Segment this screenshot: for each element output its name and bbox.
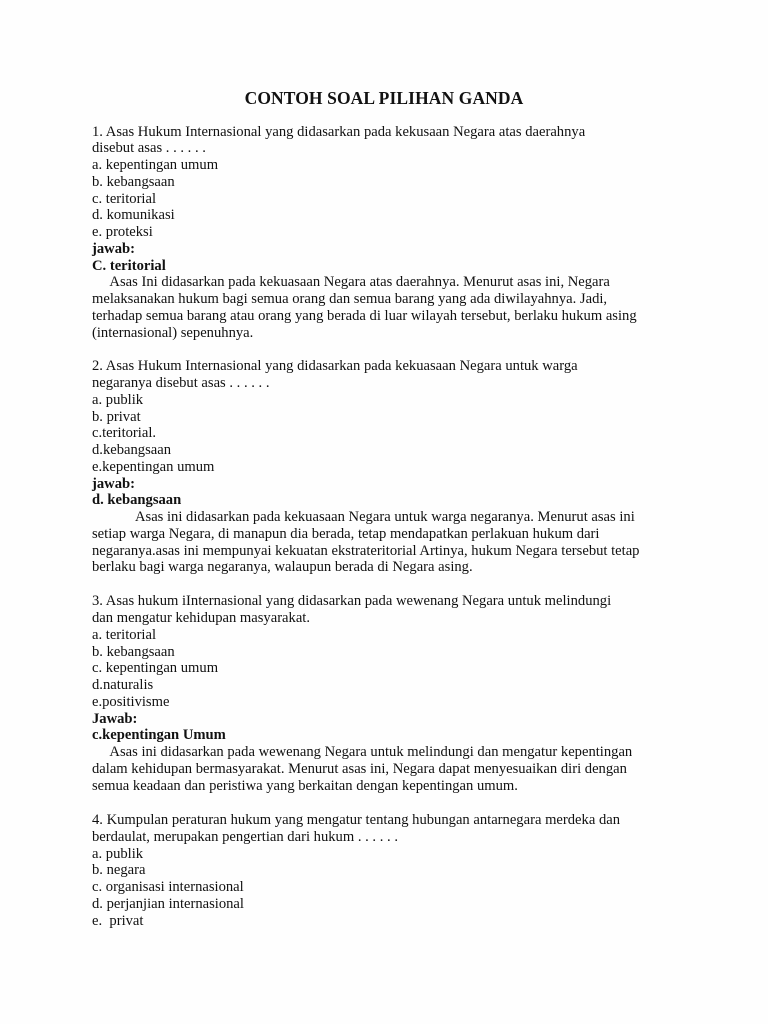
question-3-option-a: a. teritorial xyxy=(92,627,157,643)
question-2-answer: d. kebangsaan xyxy=(92,492,182,508)
question-1-option-b: b. kebangsaan xyxy=(92,174,175,190)
question-1-explanation: (internasional) sepenuhnya. xyxy=(92,325,254,341)
question-4-text: berdaulat, merupakan pengertian dari hukum . . . . . . xyxy=(92,829,398,845)
question-2-option-e: e.kepentingan umum xyxy=(92,459,215,475)
question-2-option-a: a. publik xyxy=(92,392,144,408)
page-title: CONTOH SOAL PILIHAN GANDA xyxy=(244,88,524,108)
question-3-text: dan mengatur kehidupan masyarakat. xyxy=(92,610,311,626)
question-4-option-a: a. publik xyxy=(92,846,144,862)
question-3-answer-label: Jawab: xyxy=(92,711,138,727)
question-3-option-e: e.positivisme xyxy=(92,694,170,710)
question-1-explanation: melaksanakan hukum bagi semua orang dan semua barang yang ada diwilayahnya. Jadi, xyxy=(92,291,608,307)
question-2-option-b: b. privat xyxy=(92,409,141,425)
question-1-answer: C. teritorial xyxy=(92,258,166,274)
question-1-text: disebut asas . . . . . . xyxy=(92,140,206,156)
question-2-explanation: negaranya.asas ini mempunyai kekuatan ekstrateritorial Artinya, hukum Negara tersebut tetap xyxy=(92,543,640,559)
question-4-text: 4. Kumpulan peraturan hukum yang mengatur tentang hubungan antarnegara merdeka dan xyxy=(92,812,621,828)
question-3-option-d: d.naturalis xyxy=(92,677,154,693)
question-2-text: 2. Asas Hukum Internasional yang didasarkan pada kekuasaan Negara untuk warga xyxy=(92,358,578,374)
question-1-text: 1. Asas Hukum Internasional yang didasarkan pada kekusaan Negara atas daerahnya xyxy=(92,124,586,140)
question-4-option-d: d. perjanjian internasional xyxy=(92,896,244,912)
question-1-answer-label: jawab: xyxy=(92,241,135,257)
question-4-option-e: e. privat xyxy=(92,913,144,929)
question-2-explanation: setiap warga Negara, di manapun dia berada, tetap mendapatkan perlakuan hukum dari xyxy=(92,526,600,542)
question-1-option-c: c. teritorial xyxy=(92,191,157,207)
question-4-option-b: b. negara xyxy=(92,862,146,878)
question-3-answer: c.kepentingan Umum xyxy=(92,727,226,743)
question-3-option-b: b. kebangsaan xyxy=(92,644,175,660)
question-4-option-c: c. organisasi internasional xyxy=(92,879,244,895)
question-2-text: negaranya disebut asas . . . . . . xyxy=(92,375,270,391)
question-3-explanation: semua keadaan dan peristiwa yang berkaitan dengan kepentingan umum. xyxy=(92,778,518,794)
question-3-option-c: c. kepentingan umum xyxy=(92,660,219,676)
question-2-explanation: Asas ini didasarkan pada kekuasaan Negara untuk warga negaranya. Menurut asas ini xyxy=(92,509,635,525)
question-3-text: 3. Asas hukum iInternasional yang didasarkan pada wewenang Negara untuk melindungi xyxy=(92,593,612,609)
question-1-explanation: terhadap semua barang atau orang yang berada di luar wilayah tersebut, berlaku hukum asing xyxy=(92,308,637,324)
question-1-explanation: Asas Ini didasarkan pada kekuasaan Negara atas daerahnya. Menurut asas ini, Negara xyxy=(92,274,610,290)
question-3-explanation: dalam kehidupan bermasyarakat. Menurut asas ini, Negara dapat menyesuaikan diri dengan xyxy=(92,761,627,777)
question-1-option-e: e. proteksi xyxy=(92,224,153,240)
question-2-explanation: berlaku bagi warga negaranya, walaupun berada di Negara asing. xyxy=(92,559,473,575)
question-1-option-a: a. kepentingan umum xyxy=(92,157,219,173)
question-1-option-d: d. komunikasi xyxy=(92,207,175,223)
question-2-answer-label: jawab: xyxy=(92,476,135,492)
question-2-option-d: d.kebangsaan xyxy=(92,442,172,458)
question-3-explanation: Asas ini didasarkan pada wewenang Negara untuk melindungi dan mengatur kepentingan xyxy=(92,744,633,760)
question-2-option-c: c.teritorial. xyxy=(92,425,157,441)
